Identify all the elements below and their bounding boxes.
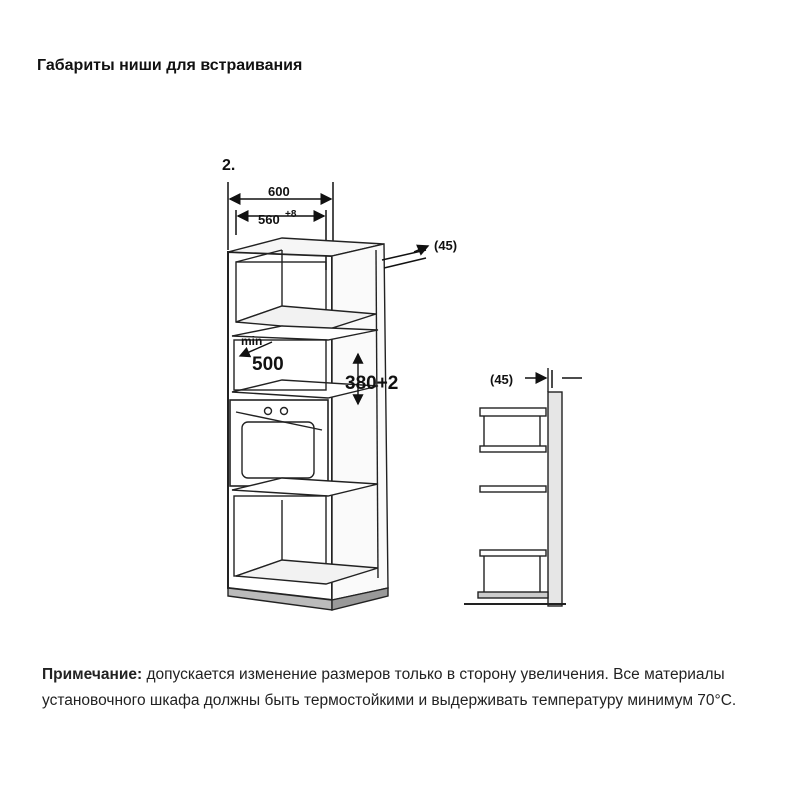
cabinet	[228, 238, 388, 610]
min-label: min	[241, 334, 263, 348]
note-text: допускается изменение размеров только в сторону увеличения. Все материалы установочного шкафа должны быть термостойкими и выдерживать температуру минимум 70°С.	[42, 666, 737, 709]
width-outer-label: 600	[268, 184, 290, 199]
page-title: Габариты ниши для встраивания	[37, 57, 303, 74]
width-inner-tolerance: +8	[285, 209, 297, 220]
step-number: 2.	[222, 157, 236, 174]
side-view	[464, 368, 566, 606]
top-offset-label: (45)	[434, 238, 458, 253]
top-offset-lines	[382, 246, 428, 268]
side-offset-label: (45)	[490, 372, 514, 387]
note-paragraph	[42, 662, 762, 714]
width-inner-label: 560	[258, 212, 280, 227]
note-label: Примечание:	[42, 666, 143, 683]
min-depth-label: 500	[252, 354, 284, 375]
niche-height-label: 380+2	[345, 373, 399, 394]
side-offset-lines	[525, 370, 582, 388]
